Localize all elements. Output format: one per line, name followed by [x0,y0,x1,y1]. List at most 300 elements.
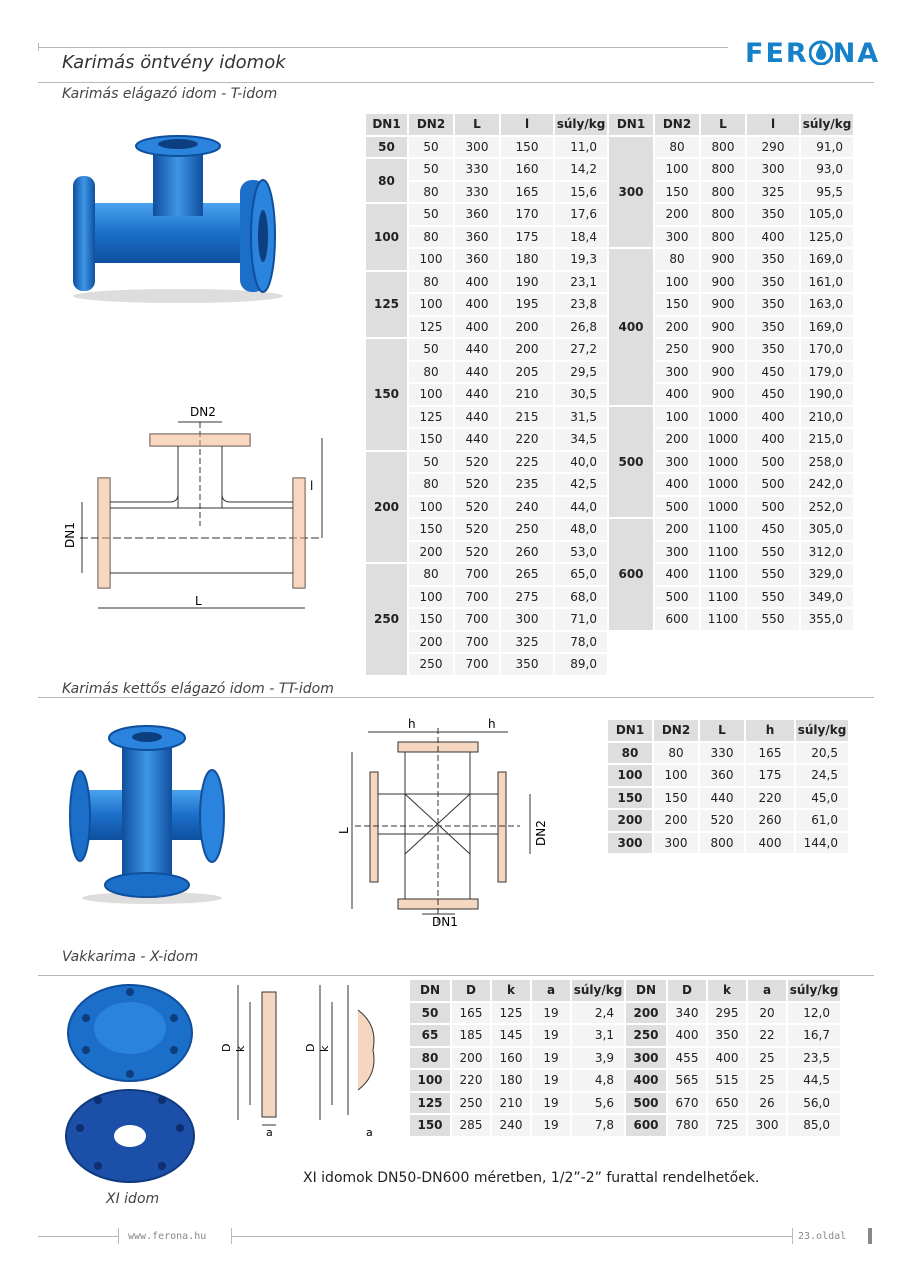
table-cell: 350 [747,294,799,315]
table-cell: 25 [748,1048,786,1069]
table-cell: 400 [455,317,499,338]
table-cell: 26,8 [555,317,607,338]
table-cell: 19 [532,1093,570,1114]
table-cell: 56,0 [788,1093,840,1114]
table-cell: 23,1 [555,272,607,293]
dn-cell: 125 [410,1093,450,1114]
dn1-cell: 200 [608,810,652,831]
table-cell: 205 [501,362,553,383]
logo-text-left: FER [745,38,809,69]
table-cell: 440 [455,407,499,428]
table-cell: 400 [746,833,794,854]
label-dn2-tt: DN2 [534,820,548,846]
label-a-1: a [266,1126,273,1139]
table-cell: 45,0 [796,788,848,809]
table-cell: 19,3 [555,249,607,270]
table-cell: 700 [455,564,499,585]
table-cell: 220 [746,788,794,809]
table-cell: 150 [654,788,698,809]
column-header: DN [410,980,450,1001]
table-cell: 125 [409,407,453,428]
table-cell: 520 [455,497,499,518]
dn1-group-cell: 100 [366,204,407,270]
table-cell: 312,0 [801,542,853,563]
label-k-2: k [318,1045,331,1052]
section-title-t: Karimás elágazó idom - T-idom [62,86,278,102]
table-cell: 144,0 [796,833,848,854]
table-cell: 50 [409,452,453,473]
table-cell: 500 [747,474,799,495]
table-cell: 250 [655,339,699,360]
table-row [366,519,853,540]
label-D-2: D [304,1043,317,1052]
table-cell: 725 [708,1115,746,1136]
table-cell: 161,0 [801,272,853,293]
table-cell: 900 [701,249,745,270]
table-cell: 250 [501,519,553,540]
column-header: L [455,114,499,135]
footer-url[interactable]: www.ferona.hu [128,1231,207,1242]
table-cell: 80 [409,182,453,203]
table-cell: 275 [501,587,553,608]
section-x-rule [38,975,874,976]
table-cell: 300 [748,1115,786,1136]
dn-cell: 500 [626,1093,666,1114]
dn1-group-cell: 150 [366,339,407,450]
table-cell: 80 [409,474,453,495]
table-cell: 1100 [701,587,745,608]
table-cell: 85,0 [788,1115,840,1136]
table-cell: 24,5 [796,765,848,786]
table-cell: 150 [409,609,453,630]
header-bottom-rule [38,82,874,83]
label-l: l [310,479,314,493]
label-dn1: DN1 [63,522,77,548]
table-cell: 100 [655,407,699,428]
table-cell: 305,0 [801,519,853,540]
table-cell: 260 [746,810,794,831]
column-header: DN1 [608,720,652,741]
table-cell: 165 [452,1003,490,1024]
table-cell: 200 [501,317,553,338]
table-cell: 440 [455,384,499,405]
column-header: a [748,980,786,1001]
table-row [410,1093,840,1114]
table-cell: 349,0 [801,587,853,608]
table-cell: 50 [409,137,453,158]
table-row [410,1025,840,1046]
column-header: DN2 [409,114,453,135]
table-cell: 19 [532,1048,570,1069]
table-cell: 19 [532,1003,570,1024]
table-cell: 800 [701,182,745,203]
table-cell: 440 [455,429,499,450]
table-cell: 18,4 [555,227,607,248]
table-row [366,249,853,270]
table-cell: 400 [747,227,799,248]
table-cell: 31,5 [555,407,607,428]
table-cell: 550 [747,564,799,585]
table-cell: 150 [501,137,553,158]
table-cell: 300 [655,362,699,383]
dn1-group-cell: 200 [366,452,407,563]
table-row [410,1048,840,1069]
table-cell: 15,6 [555,182,607,203]
table-cell: 400 [655,384,699,405]
column-header: k [492,980,530,1001]
table-cell: 400 [655,564,699,585]
table-cell: 400 [455,272,499,293]
table-cell: 23,5 [788,1048,840,1069]
table-cell: 26 [748,1093,786,1114]
table-cell: 550 [747,542,799,563]
dn-cell: 100 [410,1070,450,1091]
table-cell: 520 [455,474,499,495]
table-cell: 65,0 [555,564,607,585]
table-cell: 520 [455,452,499,473]
table-cell: 165 [501,182,553,203]
table-cell: 900 [701,294,745,315]
table-cell: 23,8 [555,294,607,315]
dn-cell: 65 [410,1025,450,1046]
column-header: L [700,720,744,741]
column-header: DN2 [654,720,698,741]
table-cell: 325 [747,182,799,203]
table-cell: 515 [708,1070,746,1091]
table-row [410,1070,840,1091]
dn-cell: 600 [626,1115,666,1136]
dn-cell: 400 [626,1070,666,1091]
dn1-group-cell: 400 [609,249,653,405]
table-cell: 700 [455,587,499,608]
table-cell: 100 [409,384,453,405]
table-cell: 400 [455,294,499,315]
table-cell: 215,0 [801,429,853,450]
dn1-group-cell: 125 [366,272,407,338]
label-a-2: a [366,1126,373,1139]
table-cell: 300 [655,542,699,563]
table-cell: 300 [747,159,799,180]
table-cell: 25 [748,1070,786,1091]
table-cell: 16,7 [788,1025,840,1046]
table-cell: 440 [455,339,499,360]
table-row [608,743,848,764]
table-cell: 240 [492,1115,530,1136]
table-cell: 700 [455,654,499,675]
table-cell: 2,4 [572,1003,624,1024]
column-header: súly/kg [796,720,848,741]
table-cell: 300 [455,137,499,158]
table-cell: 160 [492,1048,530,1069]
column-header: l [501,114,553,135]
brand-logo [745,38,880,69]
table-cell: 800 [701,159,745,180]
table-cell: 80 [655,249,699,270]
table-row [608,833,848,854]
table-cell: 170 [501,204,553,225]
table-cell: 520 [700,810,744,831]
table-cell: 68,0 [555,587,607,608]
table-cell: 12,0 [788,1003,840,1024]
table-cell: 11,0 [555,137,607,158]
table-cell: 500 [747,497,799,518]
table-cell: 29,5 [555,362,607,383]
table-cell: 100 [655,159,699,180]
table-cell: 91,0 [801,137,853,158]
table-cell: 250 [452,1093,490,1114]
dn-cell: 150 [410,1115,450,1136]
column-header: l [747,114,799,135]
table-cell: 53,0 [555,542,607,563]
table-cell: 235 [501,474,553,495]
table-cell: 290 [747,137,799,158]
table-cell: 1000 [701,452,745,473]
table-cell: 520 [455,519,499,540]
table-cell: 500 [747,452,799,473]
table-cell: 220 [452,1070,490,1091]
table-row [608,810,848,831]
header-top-rule [38,47,728,48]
table-cell: 500 [655,587,699,608]
table-cell: 450 [747,519,799,540]
table-cell: 295 [708,1003,746,1024]
table-row [410,1115,840,1136]
table-cell: 1100 [701,564,745,585]
table-cell: 19 [532,1070,570,1091]
table-header-row [608,720,848,741]
table-cell: 145 [492,1025,530,1046]
dn1-cell: 80 [608,743,652,764]
table-cell: 242,0 [801,474,853,495]
table-row [410,1003,840,1024]
dn1-group-cell: 600 [609,519,653,630]
table-cell: 900 [701,272,745,293]
table-cell: 80 [409,227,453,248]
table-cell: 260 [501,542,553,563]
table-cell: 3,9 [572,1048,624,1069]
table-cell: 350 [747,204,799,225]
label-h-right: h [488,717,496,731]
footer-end-mark [868,1228,872,1244]
table-cell: 440 [700,788,744,809]
table-cell: 100 [409,497,453,518]
table-cell: 93,0 [801,159,853,180]
table-cell: 200 [655,429,699,450]
table-cell: 71,0 [555,609,607,630]
table-cell: 325 [501,632,553,653]
table-cell: 400 [747,407,799,428]
table-cell: 360 [700,765,744,786]
table-cell: 200 [655,317,699,338]
table-cell: 175 [746,765,794,786]
footer-tick-right [792,1228,793,1244]
table-cell: 125 [409,317,453,338]
dn1-group-cell: 80 [366,159,407,202]
table-cell: 350 [708,1025,746,1046]
table-cell: 550 [747,587,799,608]
table-cell: 125,0 [801,227,853,248]
column-header: DN1 [609,114,653,135]
table-cell: 100 [654,765,698,786]
page-number: 23.oldal [798,1231,847,1242]
table-cell: 125 [492,1003,530,1024]
table-cell: 355,0 [801,609,853,630]
table-cell: 400 [668,1025,706,1046]
table-cell: 170,0 [801,339,853,360]
table-cell: 200 [452,1048,490,1069]
table-cell: 400 [655,474,699,495]
dn-cell: 300 [626,1048,666,1069]
table-cell: 340 [668,1003,706,1024]
table-cell: 670 [668,1093,706,1114]
column-header: a [532,980,570,1001]
t-fitting-photo [58,128,288,308]
table-cell: 900 [701,339,745,360]
table-cell: 360 [455,204,499,225]
table-cell: 1100 [701,609,745,630]
table-cell: 163,0 [801,294,853,315]
table-cell: 100 [409,587,453,608]
label-dn1-tt: DN1 [432,915,458,929]
table-cell: 300 [655,452,699,473]
table-cell: 34,5 [555,429,607,450]
table-cell: 50 [409,204,453,225]
table-cell: 1100 [701,542,745,563]
table-row [366,632,853,653]
table-cell: 190 [501,272,553,293]
table-row [366,407,853,428]
table-cell: 165 [746,743,794,764]
footer-rule-left [38,1236,118,1237]
table-cell: 360 [455,227,499,248]
table-cell: 455 [668,1048,706,1069]
table-cell: 100 [409,249,453,270]
table-cell: 210 [501,384,553,405]
table-cell: 150 [655,294,699,315]
tt-fitting-photo [62,720,232,905]
table-row [366,137,853,158]
table-cell: 240 [501,497,553,518]
column-header: súly/kg [555,114,607,135]
table-header-row [410,980,840,1001]
dn-cell: 50 [410,1003,450,1024]
table-cell: 200 [655,519,699,540]
table-cell: 42,5 [555,474,607,495]
table-cell: 600 [655,609,699,630]
table-cell: 80 [409,362,453,383]
column-header: k [708,980,746,1001]
column-header: D [668,980,706,1001]
section-title-tt: Karimás kettős elágazó idom - TT-idom [62,681,334,697]
tt-fitting-drawing [330,714,560,936]
label-L: L [195,594,202,608]
table-cell: 300 [654,833,698,854]
table-cell: 200 [501,339,553,360]
table-cell: 900 [701,317,745,338]
table-cell: 800 [700,833,744,854]
table-cell: 1100 [701,519,745,540]
table-cell: 700 [455,632,499,653]
dn1-group-cell: 250 [366,564,407,675]
dn-cell: 250 [626,1025,666,1046]
table-row [608,788,848,809]
table-cell: 250 [409,654,453,675]
header-tick [38,43,39,51]
column-header: DN1 [366,114,407,135]
table-cell: 195 [501,294,553,315]
table-cell: 210 [492,1093,530,1114]
table-cell: 78,0 [555,632,607,653]
table-cell: 20,5 [796,743,848,764]
column-header: L [701,114,745,135]
tt-table [606,718,850,855]
table-cell: 4,8 [572,1070,624,1091]
table-cell: 179,0 [801,362,853,383]
table-cell: 450 [747,384,799,405]
table-cell: 150 [409,519,453,540]
table-cell: 100 [409,294,453,315]
table-cell: 350 [501,654,553,675]
column-header: súly/kg [801,114,853,135]
table-cell: 100 [655,272,699,293]
table-cell: 169,0 [801,249,853,270]
table-cell: 440 [455,362,499,383]
label-L-tt: L [337,827,351,834]
t-table [364,112,855,677]
table-cell: 900 [701,384,745,405]
table-cell: 200 [654,810,698,831]
label-dn2: DN2 [190,405,216,419]
table-cell: 200 [655,204,699,225]
availability-note: XI idomok DN50-DN600 méretben, 1/2”-2” furattal rendelhetőek. [303,1170,760,1186]
dn1-cell: 100 [608,765,652,786]
table-cell: 200 [409,542,453,563]
table-cell: 285 [452,1115,490,1136]
table-cell: 169,0 [801,317,853,338]
page-title: Karimás öntvény idomok [62,52,286,73]
column-header: DN [626,980,666,1001]
table-cell: 61,0 [796,810,848,831]
column-header: súly/kg [572,980,624,1001]
dn1-group-cell: 50 [366,137,407,158]
xi-caption: XI idom [106,1191,160,1207]
table-cell: 400 [708,1048,746,1069]
column-header: súly/kg [788,980,840,1001]
table-cell: 800 [701,137,745,158]
table-cell: 360 [455,249,499,270]
table-cell: 89,0 [555,654,607,675]
table-cell: 40,0 [555,452,607,473]
table-cell: 44,5 [788,1070,840,1091]
table-cell: 330 [455,159,499,180]
label-D-1: D [220,1043,233,1052]
table-cell: 265 [501,564,553,585]
table-cell: 22 [748,1025,786,1046]
table-cell: 300 [655,227,699,248]
table-cell: 800 [701,204,745,225]
table-cell: 50 [409,339,453,360]
table-cell: 1000 [701,497,745,518]
table-row [366,654,853,675]
section-tt-rule [38,697,874,698]
table-cell: 350 [747,317,799,338]
blind-flange-drawings [218,980,388,1140]
table-cell: 150 [409,429,453,450]
table-cell: 550 [747,609,799,630]
table-cell: 14,2 [555,159,607,180]
table-cell: 48,0 [555,519,607,540]
dn1-cell: 150 [608,788,652,809]
